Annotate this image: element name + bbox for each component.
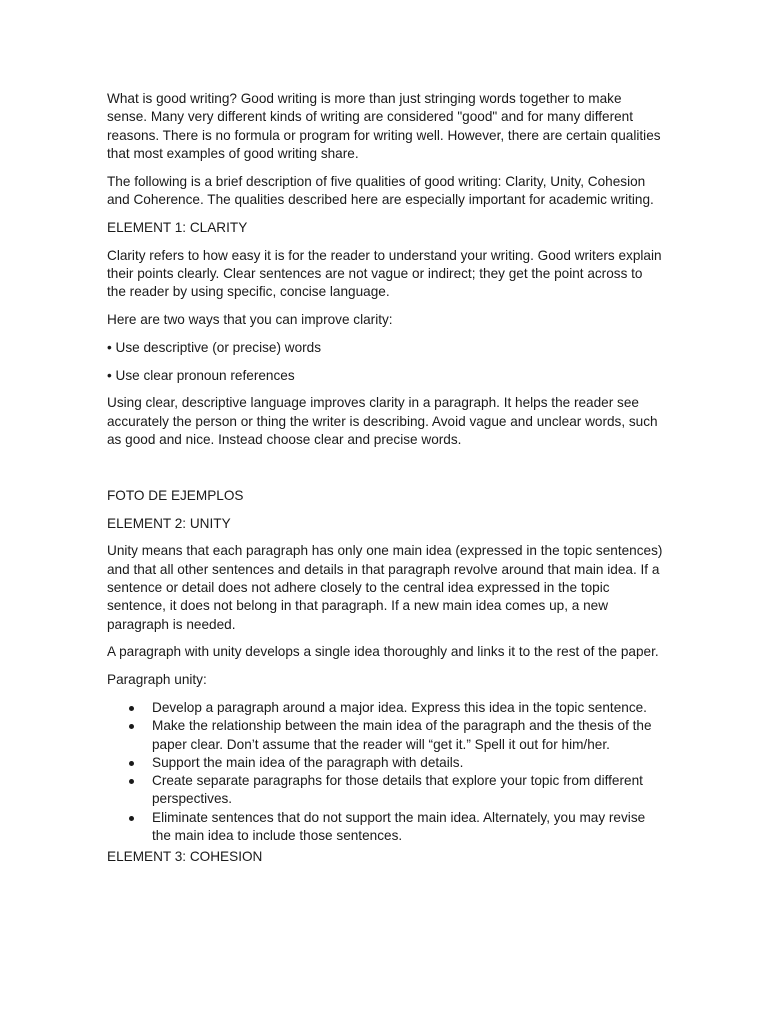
- section-heading-clarity: ELEMENT 1: CLARITY: [107, 219, 248, 235]
- bullet-icon: [129, 816, 134, 821]
- photo-note: FOTO DE EJEMPLOS: [107, 487, 244, 503]
- list-item: [107, 754, 663, 772]
- list-item: [107, 772, 663, 809]
- clarity-tip-1: • Use descriptive (or precise) words: [107, 339, 322, 355]
- unity-list-title: Paragraph unity:: [107, 672, 207, 688]
- clarity-paragraph-2: Here are two ways that you can improve clarity:: [107, 311, 393, 327]
- list-item: [107, 699, 663, 717]
- bullet-icon: [129, 706, 134, 711]
- unity-paragraph-2: A paragraph with unity develops a single idea thoroughly and links it to the rest of the paper.: [107, 644, 659, 660]
- bullet-icon: [129, 761, 134, 766]
- blank-spacer: [107, 459, 663, 487]
- unity-bullet-list: [107, 699, 663, 845]
- list-item: [107, 809, 663, 846]
- section-heading-unity: ELEMENT 2: UNITY: [107, 515, 231, 531]
- intro-paragraph-1: What is good writing? Good writing is more than just stringing words together to make sense. Many very different kinds of writing are considered "good" and for many different reasons. There is no formula or program for writing well. However, there are certain qualities that most examples of good writing share.: [107, 91, 661, 161]
- unity-paragraph-1: Unity means that each paragraph has only one main idea (expressed in the topic sentences) and that all other sentences and details in that paragraph revolve around that main idea. If a sentence or detail does not adhere closely to the central idea expressed in the topic sentence, it does not belong in that paragraph. If a new main idea comes up, a new paragraph is needed.: [107, 543, 663, 632]
- list-item-text: Make the relationship between the main idea of the paragraph and the thesis of the paper clear. Don’t assume that the reader will “get it.” Spell it out for him/her.: [152, 718, 652, 752]
- intro-paragraph-2: The following is a brief description of five qualities of good writing: Clarity, Unity, Cohesion and Coherence. The qualities described here are especially important for academic writing.: [107, 173, 654, 207]
- section-heading-cohesion: ELEMENT 3: COHESION: [107, 849, 263, 865]
- list-item-text: Eliminate sentences that do not support the main idea. Alternately, you may revise the main idea to include those sentences.: [152, 809, 646, 843]
- list-item: [107, 717, 663, 754]
- clarity-paragraph-1: Clarity refers to how easy it is for the reader to understand your writing. Good writers explain their points clearly. Clear sentences are not vague or indirect; they get the point across to the reader by using specific, concise language.: [107, 247, 662, 300]
- list-item-text: Support the main idea of the paragraph with details.: [152, 754, 464, 770]
- list-item-text: Develop a paragraph around a major idea. Express this idea in the topic sentence.: [152, 699, 647, 715]
- clarity-tip-2: • Use clear pronoun references: [107, 367, 295, 383]
- document-page: [107, 90, 663, 876]
- bullet-icon: [129, 779, 134, 784]
- bullet-icon: [129, 724, 134, 729]
- clarity-paragraph-3: Using clear, descriptive language improves clarity in a paragraph. It helps the reader see accurately the person or thing the writer is describing. Avoid vague and unclear words, such as good and nice. Instead choose clear and precise words.: [107, 395, 658, 447]
- list-item-text: Create separate paragraphs for those details that explore your topic from different perspectives.: [152, 773, 643, 807]
